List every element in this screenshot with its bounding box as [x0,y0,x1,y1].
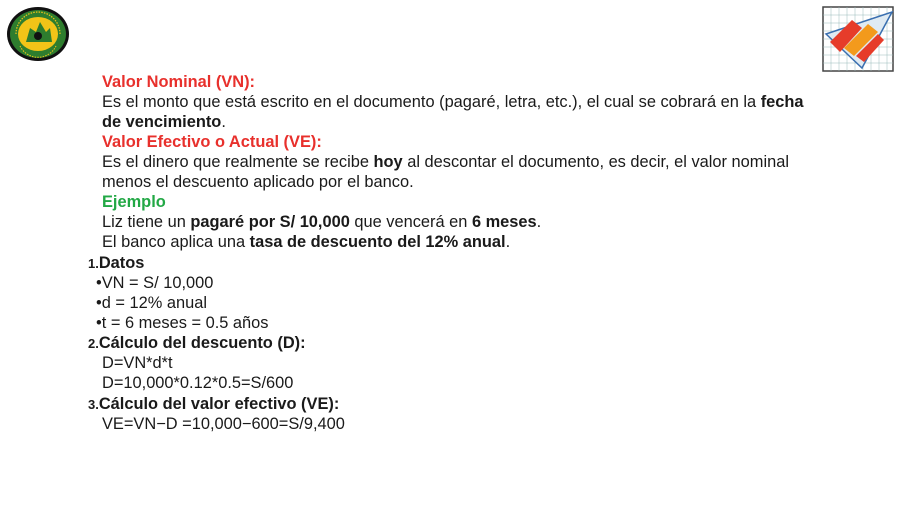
step-efectivo-title: 3.Cálculo del valor efectivo (VE): [88,395,340,413]
datos-item-d: •d = 12% anual [96,294,207,312]
ve-definition-line-2: menos el descuento aplicado por el banco. [102,173,414,191]
ve-definition-line-1: Es el dinero que realmente se recibe hoy al descontar el documento, es decir, el valor nominal [102,153,789,171]
university-seal-icon [6,6,70,62]
descuento-formula: D=VN*d*t [102,354,173,372]
datos-item-vn: •VN = S/ 10,000 [96,274,214,292]
step-descuento-title: 2.Cálculo del descuento (D): [88,334,306,352]
ve-heading: Valor Efectivo o Actual (VE): [102,133,322,151]
datos-item-t: •t = 6 meses = 0.5 años [96,314,269,332]
vn-definition-line-1: Es el monto que está escrito en el documento (pagaré, letra, etc.), el cual se cobrará en la fecha [102,93,804,111]
step-datos-title: 1.Datos [88,254,145,272]
vn-definition-line-2: de vencimiento. [102,113,226,131]
descuento-result: D=10,000*0.12*0.5=S/600 [102,374,294,392]
example-line-1: Liz tiene un pagaré por S/ 10,000 que vencerá en 6 meses. [102,213,542,231]
geometric-logo-icon [822,6,894,72]
vn-heading: Valor Nominal (VN): [102,73,255,91]
example-line-2: El banco aplica una tasa de descuento del 12% anual. [102,233,511,251]
example-heading: Ejemplo [102,193,166,211]
efectivo-result: VE=VN−D =10,000−600=S/9,400 [102,415,345,433]
